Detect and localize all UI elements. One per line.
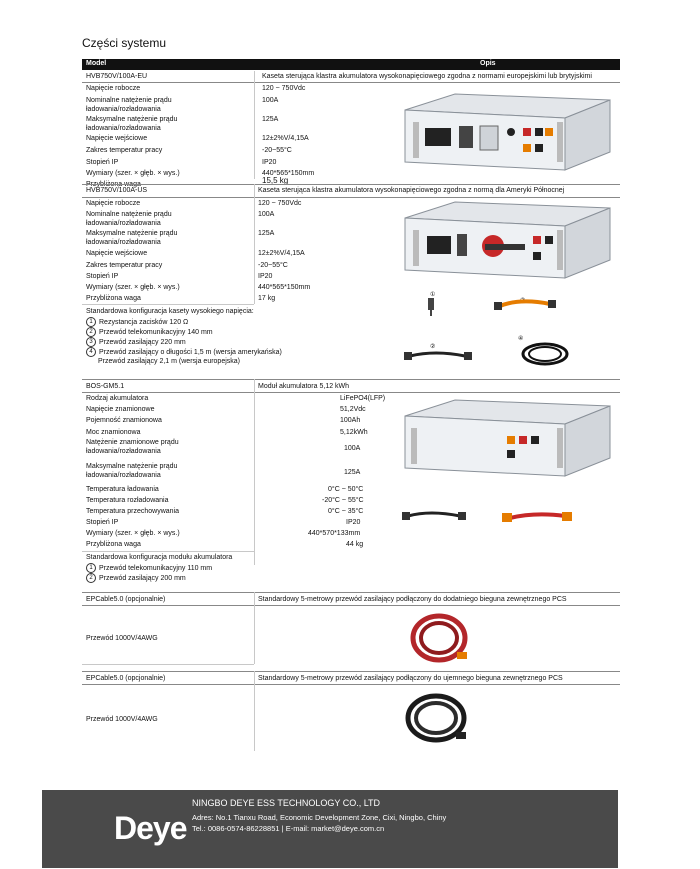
- header-model: Model: [86, 60, 107, 67]
- hvb-us-accessories-image: [390, 288, 590, 370]
- page-title: Części systemu: [82, 36, 167, 50]
- model-desc: Standardowy 5-metrowy przewód zasilający podłączony do ujemnego bieguna zewnętrznego PCS: [258, 675, 563, 682]
- company-name: NINGBO DEYE ESS TECHNOLOGY CO., LTD: [192, 798, 381, 808]
- model-name: EPCable5.0 (opcjonalnie): [86, 675, 166, 682]
- model-name: HVB750V/100A-EU: [86, 73, 148, 80]
- table-header: [82, 59, 620, 70]
- deye-logo: Deye: [114, 810, 187, 846]
- header-desc: Opis: [480, 60, 496, 67]
- company-address: Adres: No.1 Tianxu Road, Economic Development Zone, Cixi, Ningbo, Chiny Tel.: 0086-0574-86228851 | E-mail: market@deye.com.cn: [192, 813, 447, 833]
- model-desc: Moduł akumulatora 5,12 kWh: [258, 383, 350, 390]
- black-cable-image: [400, 688, 475, 748]
- model-desc: Kaseta sterująca klastra akumulatora wysokonapięciowego zgodna z normami europejskimi lub brytyjskimi: [262, 73, 592, 80]
- svg-text:④: ④: [518, 336, 524, 342]
- model-name: EPCable5.0 (opcjonalnie): [86, 596, 166, 603]
- svg-text:②: ②: [430, 344, 436, 350]
- footer: [42, 790, 618, 868]
- model-name: BOS-GM5.1: [86, 383, 125, 390]
- bos-gm5-image: [385, 398, 615, 480]
- red-cable-image: [405, 608, 475, 668]
- model-desc: Kaseta sterująca klastra akumulatora wysokonapięciowego zgodna z normą dla Ameryki Północnej: [258, 187, 565, 194]
- bos-gm5-accessories-image: [390, 500, 590, 530]
- model-desc: Standardowy 5-metrowy przewód zasilający podłączony do dodatniego bieguna zewnętrznego PCS: [258, 596, 567, 603]
- svg-text:①: ①: [430, 292, 436, 298]
- section-title-row: [82, 71, 620, 82]
- hvb-eu-image: [385, 92, 615, 172]
- model-name: HVB750V/100A-US: [86, 187, 148, 194]
- hvb-us-image: [385, 200, 615, 282]
- svg-text:③: ③: [520, 298, 526, 304]
